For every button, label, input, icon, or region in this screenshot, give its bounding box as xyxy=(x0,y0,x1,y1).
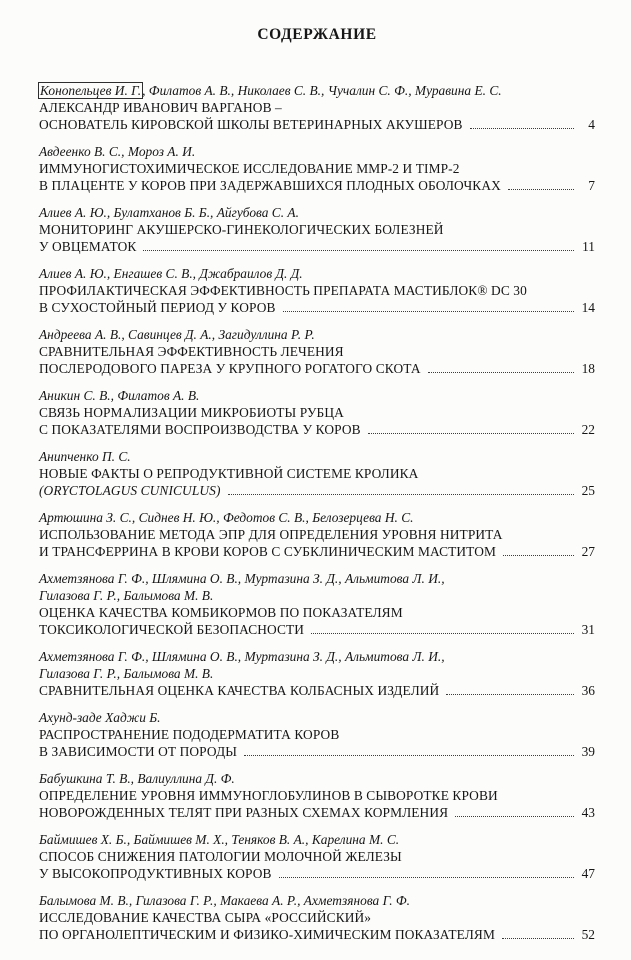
entry-authors-line: Анипченко П. С. xyxy=(39,449,131,464)
entry-title-line xyxy=(39,482,595,499)
toc-entry xyxy=(39,892,595,943)
entry-title-line xyxy=(39,682,595,699)
entry-page-number: 43 xyxy=(581,805,595,820)
entry-title-text: ИСПОЛЬЗОВАНИЕ МЕТОДА ЭПР ДЛЯ ОПРЕДЕЛЕНИЯ УРОВНЯ НИТРИТА xyxy=(39,527,503,542)
entry-title-text: ИССЛЕДОВАНИЕ КАЧЕСТВА СЫРА «РОССИЙСКИЙ» xyxy=(39,910,372,925)
entry-authors xyxy=(39,648,595,682)
entry-title-line xyxy=(39,299,595,316)
entry-title-line xyxy=(39,99,595,116)
toc-entry xyxy=(39,709,595,760)
entry-title-line xyxy=(39,604,595,621)
entry-page-number: 11 xyxy=(582,239,595,254)
entry-title xyxy=(39,465,595,499)
entry-title-text: В ПЛАЦЕНТЕ У КОРОВ ПРИ ЗАДЕРЖАВШИХСЯ ПЛОДНЫХ ОБОЛОЧКАХ xyxy=(39,178,501,193)
entry-authors-line: Гилазова Г. Р., Балымова М. В. xyxy=(39,588,214,603)
dot-leader xyxy=(428,372,574,373)
entry-title-text: СПОСОБ СНИЖЕНИЯ ПАТОЛОГИИ МОЛОЧНОЙ ЖЕЛЕЗЫ xyxy=(39,849,402,864)
entry-authors xyxy=(39,143,595,160)
entry-page-number: 27 xyxy=(581,544,595,559)
entry-title-line xyxy=(39,787,595,804)
entry-title xyxy=(39,682,595,699)
toc-entry xyxy=(39,770,595,821)
toc-entry xyxy=(39,143,595,194)
entry-title xyxy=(39,404,595,438)
entry-page-number: 39 xyxy=(581,744,595,759)
entry-page-number: 7 xyxy=(588,178,595,193)
entry-title-text: (ORYCTOLAGUS CUNICULUS) xyxy=(39,483,221,498)
entry-page-number: 14 xyxy=(581,300,595,315)
entry-title-line xyxy=(39,404,595,421)
entry-authors xyxy=(39,448,595,465)
entry-title-line xyxy=(39,465,595,482)
entry-authors xyxy=(39,387,595,404)
entry-title-text: У ВЫСОКОПРОДУКТИВНЫХ КОРОВ xyxy=(39,866,272,881)
toc-entry xyxy=(39,448,595,499)
entry-title-line xyxy=(39,160,595,177)
entry-title-line xyxy=(39,526,595,543)
entry-title-text: СВЯЗЬ НОРМАЛИЗАЦИИ МИКРОБИОТЫ РУБЦА xyxy=(39,405,344,420)
entry-title-text: НОВЫЕ ФАКТЫ О РЕПРОДУКТИВНОЙ СИСТЕМЕ КРОЛИКА xyxy=(39,466,419,481)
entry-title-line xyxy=(39,421,595,438)
dot-leader xyxy=(446,694,574,695)
entry-title-line xyxy=(39,726,595,743)
dot-leader xyxy=(470,128,575,129)
entry-authors-line: Алиев А. Ю., Енгашев С. В., Джабраилов Д. Д. xyxy=(39,266,303,281)
dot-leader xyxy=(508,189,574,190)
entry-authors-line: Ахунд-заде Хаджи Б. xyxy=(39,710,161,725)
entry-title-line xyxy=(39,926,595,943)
toc-entry xyxy=(39,326,595,377)
entry-authors-line: Андреева А. В., Савинцев Д. А., Загидуллина Р. Р. xyxy=(39,327,315,342)
entry-authors-line: Ахметзянова Г. Ф., Шлямина О. В., Муртазина З. Д., Альмитова Л. И., xyxy=(39,571,445,586)
entry-title xyxy=(39,160,595,194)
entry-authors xyxy=(39,770,595,787)
toc-list xyxy=(39,82,595,943)
entry-title-line xyxy=(39,343,595,360)
entry-title-text: У ОВЦЕМАТОК xyxy=(39,239,137,254)
entry-page-number: 47 xyxy=(581,866,595,881)
entry-title-line xyxy=(39,238,595,255)
entry-authors xyxy=(39,831,595,848)
entry-authors xyxy=(39,265,595,282)
entry-authors-line: Ахметзянова Г. Ф., Шлямина О. В., Муртазина З. Д., Альмитова Л. И., xyxy=(39,649,445,664)
entry-title-text: СРАВНИТЕЛЬНАЯ ОЦЕНКА КАЧЕСТВА КОЛБАСНЫХ ИЗДЕЛИЙ xyxy=(39,683,440,698)
entry-title xyxy=(39,604,595,638)
entry-title-text: СРАВНИТЕЛЬНАЯ ЭФФЕКТИВНОСТЬ ЛЕЧЕНИЯ xyxy=(39,344,344,359)
entry-authors-line: Конопельцев И. Г., Филатов А. В., Николаев С. В., Чучалин С. Ф., Муравина Е. С. xyxy=(40,83,502,98)
entry-title-text: НОВОРОЖДЕННЫХ ТЕЛЯТ ПРИ РАЗНЫХ СХЕМАХ КОРМЛЕНИЯ xyxy=(39,805,449,820)
entry-authors xyxy=(39,82,595,99)
dot-leader xyxy=(503,555,574,556)
entry-title-line xyxy=(39,282,595,299)
entry-title-text: В СУХОСТОЙНЫЙ ПЕРИОД У КОРОВ xyxy=(39,300,276,315)
entry-title xyxy=(39,282,595,316)
toc-heading: СОДЕРЖАНИЕ xyxy=(257,26,377,43)
entry-authors-line: Алиев А. Ю., Булатханов Б. Б., Айгубова С. А. xyxy=(39,205,299,220)
entry-title-text: РАСПРОСТРАНЕНИЕ ПОДОДЕРМАТИТА КОРОВ xyxy=(39,727,340,742)
entry-page-number: 52 xyxy=(581,927,595,942)
entry-title-text: ОПРЕДЕЛЕНИЕ УРОВНЯ ИММУНОГЛОБУЛИНОВ В СЫВОРОТКЕ КРОВИ xyxy=(39,788,498,803)
toc-entry xyxy=(39,387,595,438)
toc-entry xyxy=(39,82,595,133)
entry-title-line xyxy=(39,543,595,560)
entry-page-number: 31 xyxy=(581,622,595,637)
entry-title xyxy=(39,726,595,760)
entry-title xyxy=(39,848,595,882)
entry-title-line xyxy=(39,221,595,238)
dot-leader xyxy=(368,433,574,434)
dot-leader xyxy=(502,938,574,939)
dot-leader xyxy=(228,494,575,495)
toc-entry xyxy=(39,831,595,882)
toc-entry xyxy=(39,648,595,699)
entry-title-text: ПОСЛЕРОДОВОГО ПАРЕЗА У КРУПНОГО РОГАТОГО СКОТА xyxy=(39,361,421,376)
entry-authors-line: Аникин С. В., Филатов А. В. xyxy=(39,388,200,403)
entry-page-number: 18 xyxy=(581,361,595,376)
dot-leader xyxy=(455,816,574,817)
dot-leader xyxy=(244,755,574,756)
entry-title xyxy=(39,221,595,255)
entry-title-text: И ТРАНСФЕРРИНА В КРОВИ КОРОВ С СУБКЛИНИЧЕСКИМ МАСТИТОМ xyxy=(39,544,497,559)
entry-title-line xyxy=(39,116,595,133)
dot-leader xyxy=(311,633,574,634)
entry-authors xyxy=(39,709,595,726)
entry-title xyxy=(39,787,595,821)
entry-title xyxy=(39,526,595,560)
entry-title-text: В ЗАВИСИМОСТИ ОТ ПОРОДЫ xyxy=(39,744,237,759)
entry-title-line xyxy=(39,621,595,638)
entry-authors xyxy=(39,570,595,604)
dot-leader xyxy=(279,877,574,878)
entry-authors xyxy=(39,509,595,526)
toc-entry xyxy=(39,265,595,316)
entry-title-text: ТОКСИКОЛОГИЧЕСКОЙ БЕЗОПАСНОСТИ xyxy=(39,622,305,637)
entry-page-number: 25 xyxy=(581,483,595,498)
entry-authors-line: Балымова М. В., Гилазова Г. Р., Макаева А. Р., Ахметзянова Г. Ф. xyxy=(39,893,411,908)
entry-title-line xyxy=(39,743,595,760)
dot-leader xyxy=(143,250,574,251)
entry-title-line xyxy=(39,848,595,865)
entry-title-text: ОЦЕНКА КАЧЕСТВА КОМБИКОРМОВ ПО ПОКАЗАТЕЛЯМ xyxy=(39,605,403,620)
entry-page-number: 36 xyxy=(581,683,595,698)
toc-entry xyxy=(39,204,595,255)
entry-authors-line: Гилазова Г. Р., Балымова М. В. xyxy=(39,666,214,681)
entry-title-line xyxy=(39,360,595,377)
entry-authors xyxy=(39,326,595,343)
entry-title-line xyxy=(39,804,595,821)
entry-title-text: АЛЕКСАНДР ИВАНОВИЧ ВАРГАНОВ – xyxy=(39,100,282,115)
entry-title-text: МОНИТОРИНГ АКУШЕРСКО-ГИНЕКОЛОГИЧЕСКИХ БОЛЕЗНЕЙ xyxy=(39,222,444,237)
entry-title xyxy=(39,99,595,133)
entry-title-line xyxy=(39,177,595,194)
toc-entry xyxy=(39,570,595,638)
entry-title-line xyxy=(39,865,595,882)
dot-leader xyxy=(283,311,574,312)
entry-authors-line: Артюшина З. С., Сиднев Н. Ю., Федотов С. В., Белозерцева Н. С. xyxy=(39,510,414,525)
entry-authors-line: Авдеенко В. С., Мороз А. И. xyxy=(39,144,196,159)
entry-title-text: С ПОКАЗАТЕЛЯМИ ВОСПРОИЗВОДСТВА У КОРОВ xyxy=(39,422,361,437)
entry-page-number: 22 xyxy=(581,422,595,437)
entry-title-text: ОСНОВАТЕЛЬ КИРОВСКОЙ ШКОЛЫ ВЕТЕРИНАРНЫХ АКУШЕРОВ xyxy=(39,117,463,132)
entry-authors xyxy=(39,204,595,221)
entry-title xyxy=(39,909,595,943)
entry-page-number: 4 xyxy=(588,117,595,132)
entry-title-text: ИММУНОГИСТОХИМИЧЕСКОЕ ИССЛЕДОВАНИЕ ММР-2 И TIMP-2 xyxy=(39,161,460,176)
toc-entry xyxy=(39,509,595,560)
entry-authors-line: Бабушкина Т. В., Валиуллина Д. Ф. xyxy=(39,771,235,786)
entry-title-text: ПО ОРГАНОЛЕПТИЧЕСКИМ И ФИЗИКО-ХИМИЧЕСКИМ ПОКАЗАТЕЛЯМ xyxy=(39,927,495,942)
entry-title-line xyxy=(39,909,595,926)
entry-title xyxy=(39,343,595,377)
entry-authors-line: Баймишев Х. Б., Баймишев М. Х., Теняков В. А., Карелина М. С. xyxy=(39,832,400,847)
entry-authors xyxy=(39,892,595,909)
highlighted-author-box: Конопельцев И. Г. xyxy=(40,83,142,98)
entry-title-text: ПРОФИЛАКТИЧЕСКАЯ ЭФФЕКТИВНОСТЬ ПРЕПАРАТА МАСТИБЛОК® DC 30 xyxy=(39,283,527,298)
